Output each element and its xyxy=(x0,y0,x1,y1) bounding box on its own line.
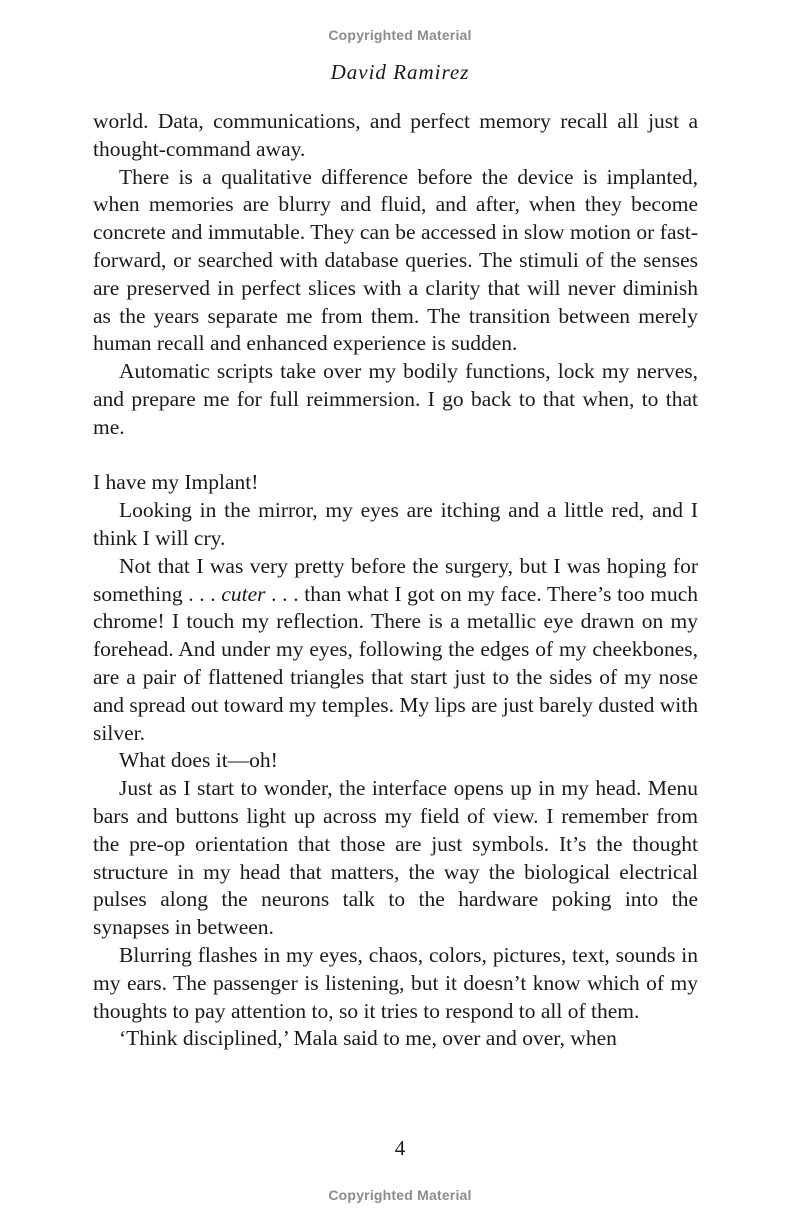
copyright-watermark-top: Copyrighted Material xyxy=(328,27,472,43)
paragraph-text: Not that I was very pretty before the surgery, but I was hoping for something . . . xyxy=(93,553,698,606)
page-number: 4 xyxy=(394,1136,406,1160)
copyright-watermark-bottom: Copyrighted Material xyxy=(328,1187,472,1203)
paragraph: Automatic scripts take over my bodily functions, lock my nerves, and prepare me for full reimmersion. I go back to that when, to that me. xyxy=(93,359,698,439)
body-text xyxy=(93,108,698,1053)
paragraph: Looking in the mirror, my eyes are itching and a little red, and I think I will cry. xyxy=(93,498,698,550)
paragraph: ‘Think disciplined,’ Mala said to me, over and over, when xyxy=(119,1026,617,1051)
paragraph: What does it—oh! xyxy=(119,748,278,773)
paragraph: Blurring flashes in my eyes, chaos, colors, pictures, text, sounds in my ears. The passenger is listening, but it doesn’t know which of my thoughts to pay attention to, so it tries to respond to all of them. xyxy=(93,942,698,1023)
paragraph: There is a qualitative difference before the device is implanted, when memories are blurry and fluid, and after, when they become concrete and immutable. They can be accessed in slow motion or fast-forward, or searched with database queries. The stimuli of the senses are preserved in perfect slices with a clarity that will never diminish as the years separate me from them. The transition between merely human recall and enhanced experience is sudden. xyxy=(93,164,698,356)
section-opening-paragraph: I have my Implant! xyxy=(93,470,259,495)
paragraph xyxy=(93,553,698,748)
running-head-author: David Ramirez xyxy=(330,60,470,84)
paragraph: world. Data, communications, and perfect memory recall all just a thought-command away. xyxy=(93,109,698,161)
emphasis-text: cuter xyxy=(221,581,266,606)
paragraph: Just as I start to wonder, the interface opens up in my head. Menu bars and buttons light up across my field of view. I remember from the pre-op orientation that those are just symbols. It’s the thought structure in my head that matters, the way the biological electrical pulses along the neurons talk to the hardware poking into the synapses in between. xyxy=(93,776,698,940)
paragraph-text: . . . than what I got on my face. There’s too much chrome! I touch my reflection. There is a metallic eye drawn on my forehead. And under my eyes, following the edges of my cheekbones, are a pair of flattened triangles that start just to the sides of my nose and spread out toward my temples. My lips are just barely dusted with silver. xyxy=(93,581,698,745)
